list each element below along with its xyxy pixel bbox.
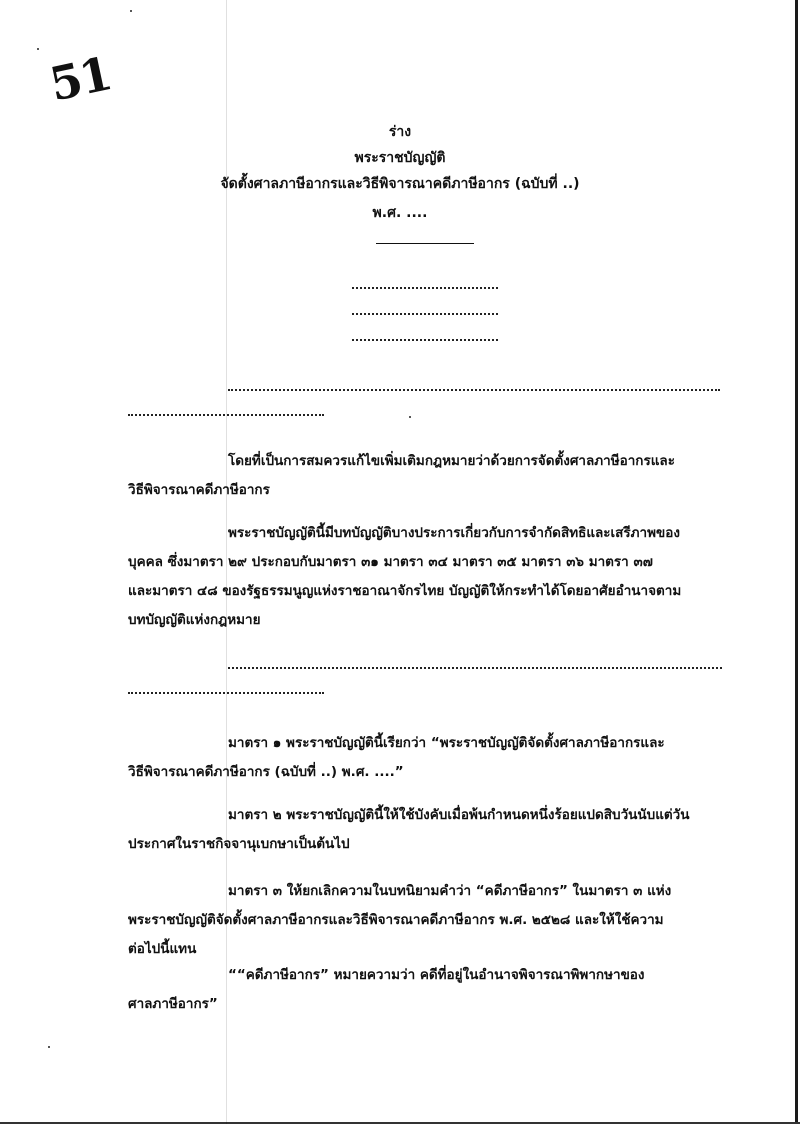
document-title: จัดตั้งศาลภาษีอากรและวิธีพิจารณาคดีภาษีอากร (ฉบับที่ ..) (220, 176, 580, 192)
handwritten-page-number: 51 (45, 46, 115, 112)
scan-speck (409, 416, 411, 418)
section-3-definition-line-1: ““คดีภาษีอากร” หมายความว่า คดีที่อยู่ในอำนาจพิจารณาพิพากษาของ (228, 967, 645, 983)
section-1-line-2: วิธีพิจารณาคดีภาษีอากร (ฉบับที่ ..) พ.ศ. ....” (128, 764, 404, 780)
section-3-line-2: พระราชบัญญัติจัดตั้งศาลภาษีอากรและวิธีพิจารณาคดีภาษีอากร พ.ศ. ๒๕๒๘ และให้ใช้ความ (128, 912, 664, 928)
section-3-line-3: ต่อไปนี้แทน (128, 941, 197, 957)
preamble-line-2: วิธีพิจารณาคดีภาษีอากร (128, 482, 270, 498)
section-3-definition-line-2: ศาลภาษีอากร” (128, 996, 218, 1012)
scan-speck (37, 48, 39, 50)
section-3-line-1: มาตรา ๓ ให้ยกเลิกความในบทนิยามคำว่า “คดีภาษีอากร” ในมาตรา ๓ แห่ง (228, 883, 672, 899)
page-edge-right (795, 0, 798, 1124)
blank-dotted-line (352, 313, 498, 315)
rights-clause-line-2: บุคคล ซึ่งมาตรา ๒๙ ประกอบกับมาตรา ๓๑ มาตรา ๓๔ มาตรา ๓๕ มาตรา ๓๖ มาตรา ๓๗ (128, 554, 653, 570)
separator-dotted-line (228, 667, 722, 669)
title-underline (376, 243, 474, 244)
year-line: พ.ศ. .... (372, 205, 428, 221)
blank-dotted-line (352, 287, 498, 289)
section-1-line-1: มาตรา ๑ พระราชบัญญัตินี้เรียกว่า “พระราชบัญญัติจัดตั้งศาลภาษีอากรและ (228, 735, 665, 751)
separator-dotted-line (228, 389, 720, 391)
scan-speck (48, 1046, 50, 1048)
separator-dotted-line (128, 692, 324, 694)
section-2-line-1: มาตรา ๒ พระราชบัญญัตินี้ให้ใช้บังคับเมื่อพ้นกำหนดหนึ่งร้อยแปดสิบวันนับแต่วัน (228, 807, 690, 823)
act-label: พระราชบัญญัติ (354, 150, 446, 166)
preamble-line-1: โดยที่เป็นการสมควรแก้ไขเพิ่มเติมกฎหมายว่าด้วยการจัดตั้งศาลภาษีอากรและ (228, 453, 675, 469)
rights-clause-line-3: และมาตรา ๔๘ ของรัฐธรรมนูญแห่งราชอาณาจักรไทย บัญญัติให้กระทำได้โดยอาศัยอำนาจตาม (128, 583, 682, 599)
rights-clause-line-1: พระราชบัญญัตินี้มีบทบัญญัติบางประการเกี่ยวกับการจำกัดสิทธิและเสรีภาพของ (228, 525, 680, 541)
scan-speck (130, 10, 132, 12)
separator-dotted-line (128, 414, 324, 416)
section-2-line-2: ประกาศในราชกิจจานุเบกษาเป็นต้นไป (128, 836, 350, 852)
rights-clause-line-4: บทบัญญัติแห่งกฎหมาย (128, 612, 261, 628)
draft-label: ร่าง (388, 124, 412, 140)
blank-dotted-line (352, 339, 498, 341)
